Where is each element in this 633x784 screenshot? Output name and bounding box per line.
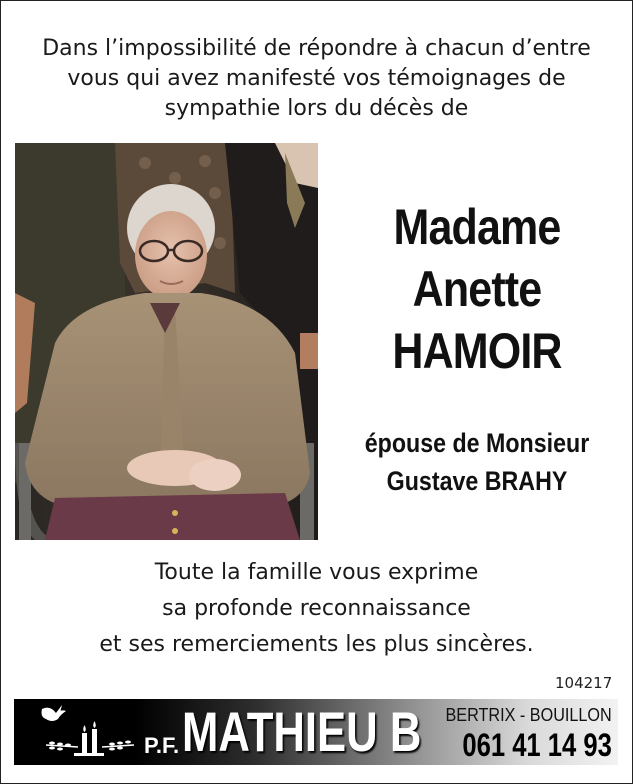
portrait-illustration <box>15 143 318 540</box>
thanks-text <box>20 555 613 663</box>
intro-line-2: vous qui avez manifesté vos témoignages de <box>67 66 566 91</box>
intro-line-3: sympathie lors du décès de <box>164 96 469 121</box>
spouse-text <box>344 424 611 500</box>
intro-text <box>20 34 613 124</box>
thanks-line-1: Toute la famille vous exprime <box>154 560 479 585</box>
intro-line-1: Dans l’impossibilité de répondre à chacun d’entre <box>42 36 591 61</box>
spouse-line-2: Gustave BRAHY <box>386 466 568 496</box>
deceased-last-name: HAMOIR <box>392 323 562 379</box>
spouse-line-1: épouse de Monsieur <box>364 428 590 458</box>
funeral-home-phone: 061 41 14 93 <box>462 727 612 763</box>
deceased-title: Madame <box>393 199 561 255</box>
portrait-photo <box>15 143 318 540</box>
funeral-home-locations: BERTRIX - BOUILLON <box>445 705 612 725</box>
deceased-name <box>344 196 611 382</box>
funeral-home-banner <box>14 699 618 765</box>
funeral-home-name: MATHIEU B <box>182 700 422 763</box>
thanks-line-2: sa profonde reconnaissance <box>162 596 471 621</box>
funeral-home-prefix: P.F. <box>144 733 180 758</box>
deceased-first-name: Anette <box>412 261 542 317</box>
reference-number: 104217 <box>555 674 613 692</box>
thanks-line-3: et ses remerciements les plus sincères. <box>99 632 534 657</box>
dove-candles-icon <box>22 703 142 761</box>
